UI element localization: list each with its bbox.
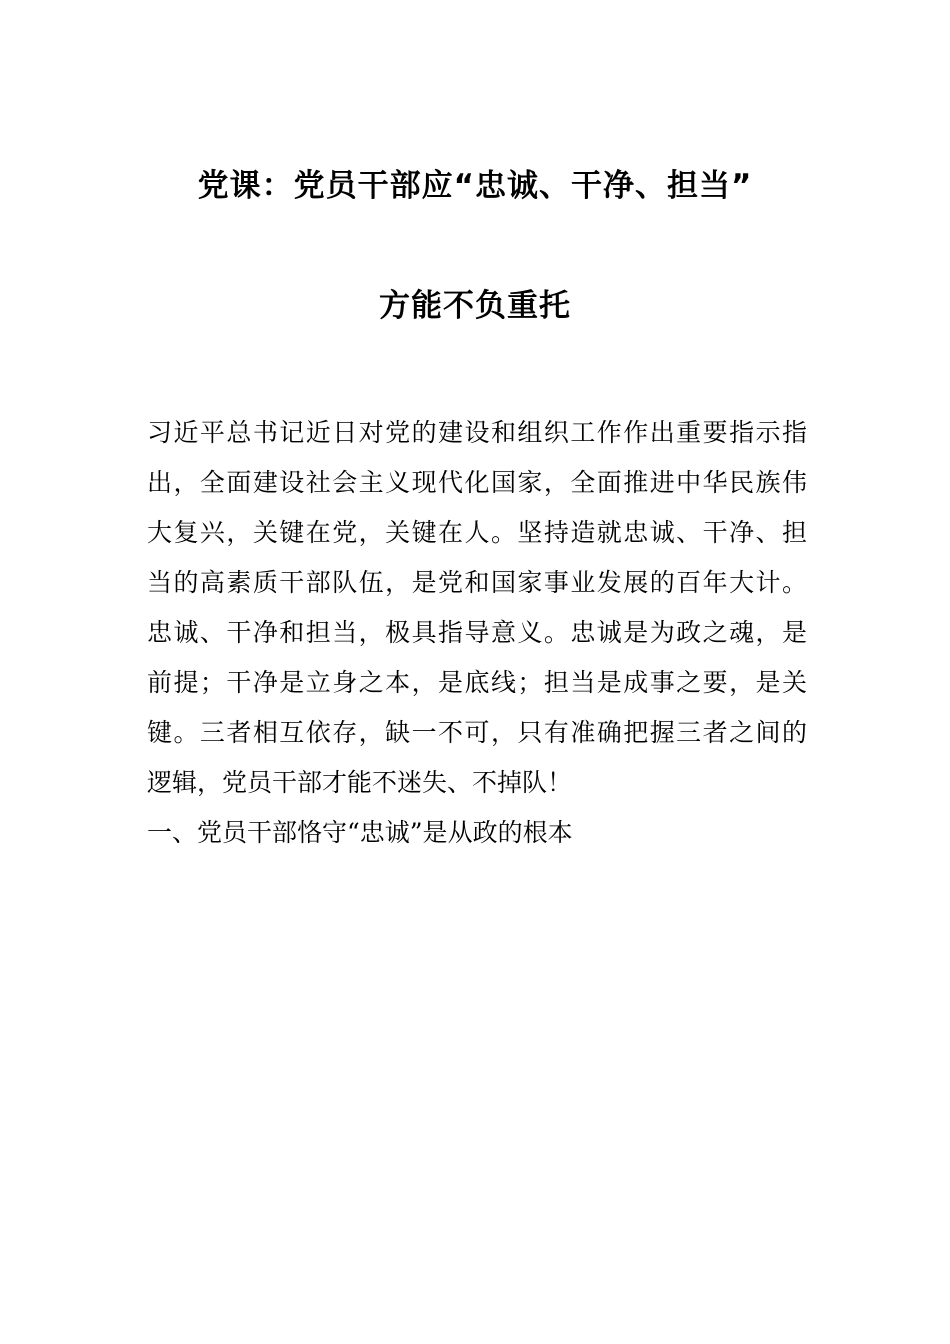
paragraph-line: 忠诚、干净和担当，极具指导意义。忠诚是为政之魂，是: [147, 618, 807, 647]
section-heading: 一、党员干部恪守“忠诚”是从政的根本: [147, 818, 573, 847]
paragraph-line: 出，全面建设社会主义现代化国家，全面推进中华民族伟: [147, 468, 807, 497]
paragraph-line: 大复兴，关键在党，关键在人。坚持造就忠诚、干净、担: [147, 518, 807, 547]
document-title-line-1: 党课：党员干部应“忠诚、干净、担当”: [197, 168, 753, 204]
paragraph-line: 当的高素质干部队伍，是党和国家事业发展的百年大计。: [147, 568, 807, 597]
document-title-line-2: 方能不负重托: [379, 288, 571, 324]
paragraph-line: 键。三者相互依存，缺一不可，只有准确把握三者之间的: [147, 718, 807, 747]
paragraph-line: 逻辑，党员干部才能不迷失、不掉队！: [147, 768, 573, 797]
paragraph-line: 习近平总书记近日对党的建设和组织工作作出重要指示指: [147, 418, 807, 447]
paragraph-line: 前提；干净是立身之本，是底线；担当是成事之要，是关: [147, 668, 807, 697]
